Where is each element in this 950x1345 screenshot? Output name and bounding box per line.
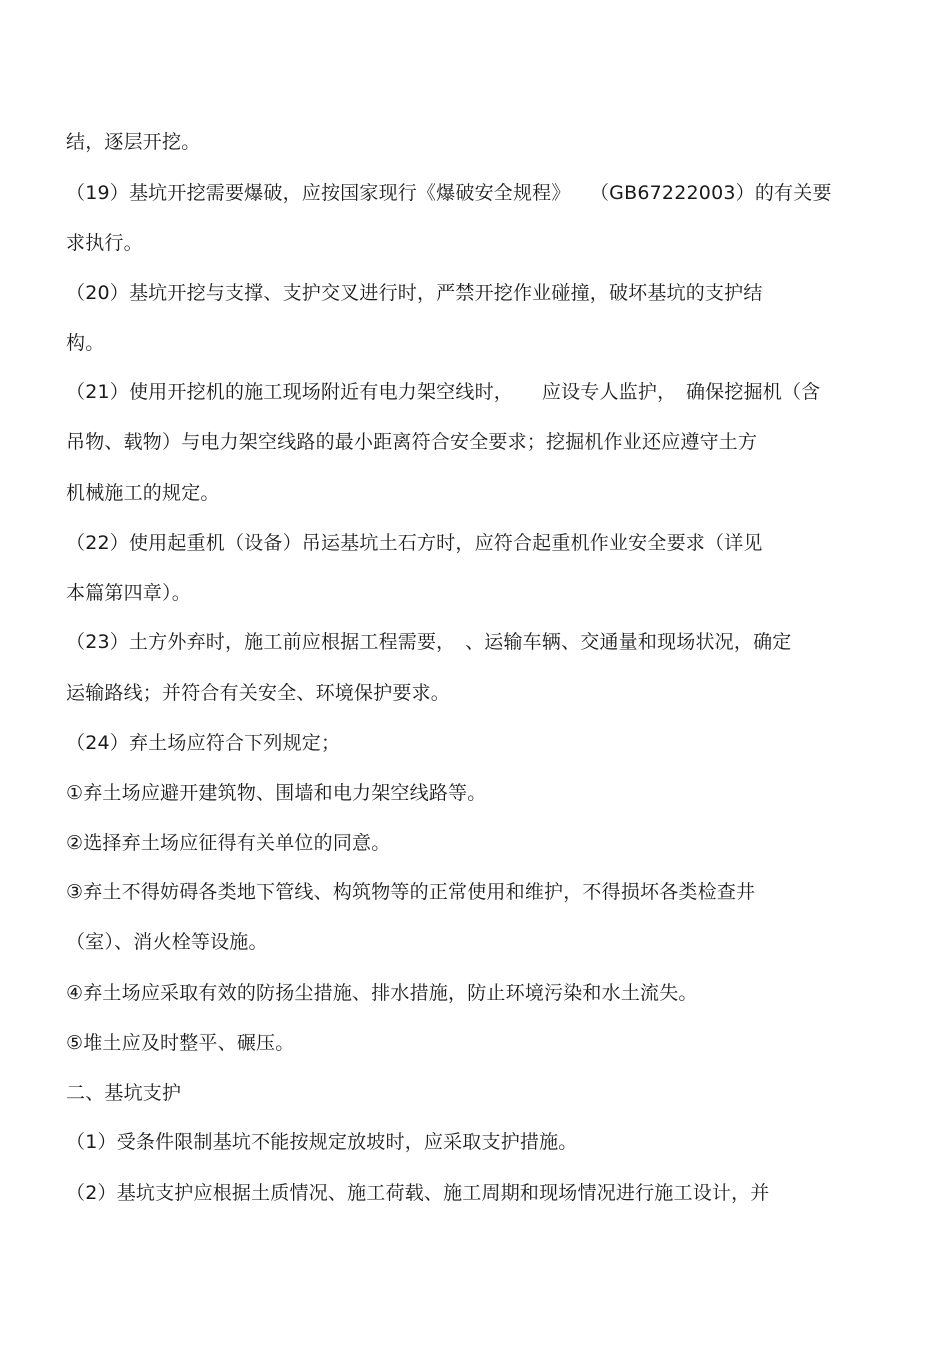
text-line: ④弃土场应采取有效的防扬尘措施、排水措施，防止环境污染和水土流失。 <box>66 982 698 1004</box>
text-line: ⑤堆土应及时整平、碾压。 <box>66 1032 295 1054</box>
text-line: 求执行。 <box>66 232 143 254</box>
text-line: 结，逐层开挖。 <box>66 131 201 153</box>
text-line: 运输路线；并符合有关安全、环境保护要求。 <box>66 682 451 704</box>
text-line: 构。 <box>66 332 105 354</box>
text-line: （20）基坑开挖与支撑、支护交叉进行时，严禁开挖作业碰撞，破坏基坑的支护结 <box>66 282 763 304</box>
text-line: ②选择弃土场应征得有关单位的同意。 <box>66 832 391 854</box>
text-line: 本篇第四章）。 <box>66 582 191 604</box>
text-line: （19）基坑开挖需要爆破，应按国家现行《爆破安全规程》 （GB67222003）的有关要 <box>66 182 832 204</box>
text-line: （1）受条件限制基坑不能按规定放坡时，应采取支护措施。 <box>66 1131 578 1153</box>
section-heading: 二、基坑支护 <box>66 1082 182 1104</box>
text-line: （2）基坑支护应根据土质情况、施工荷载、施工周期和现场情况进行施工设计，并 <box>66 1182 770 1204</box>
text-line: 机械施工的规定。 <box>66 482 220 504</box>
text-line: （22）使用起重机（设备）吊运基坑土石方时，应符合起重机作业安全要求（详见 <box>66 532 763 554</box>
text-line: 吊物、载物）与电力架空线路的最小距离符合安全要求；挖掘机作业还应遵守土方 <box>66 431 758 453</box>
text-line: （室）、消火栓等设施。 <box>66 931 268 953</box>
text-line: （23）土方外弃时，施工前应根据工程需要， 、运输车辆、交通量和现场状况，确定 <box>66 631 792 653</box>
text-line: （24）弃土场应符合下列规定； <box>66 732 341 754</box>
text-line: ①弃土场应避开建筑物、围墙和电力架空线路等。 <box>66 782 487 804</box>
text-line: （21）使用开挖机的施工现场附近有电力架空线时， 应设专人监护， 确保挖掘机（含 <box>66 381 821 403</box>
text-line: ③弃土不得妨碍各类地下管线、构筑物等的正常使用和维护，不得损坏各类检查井 <box>66 881 756 903</box>
